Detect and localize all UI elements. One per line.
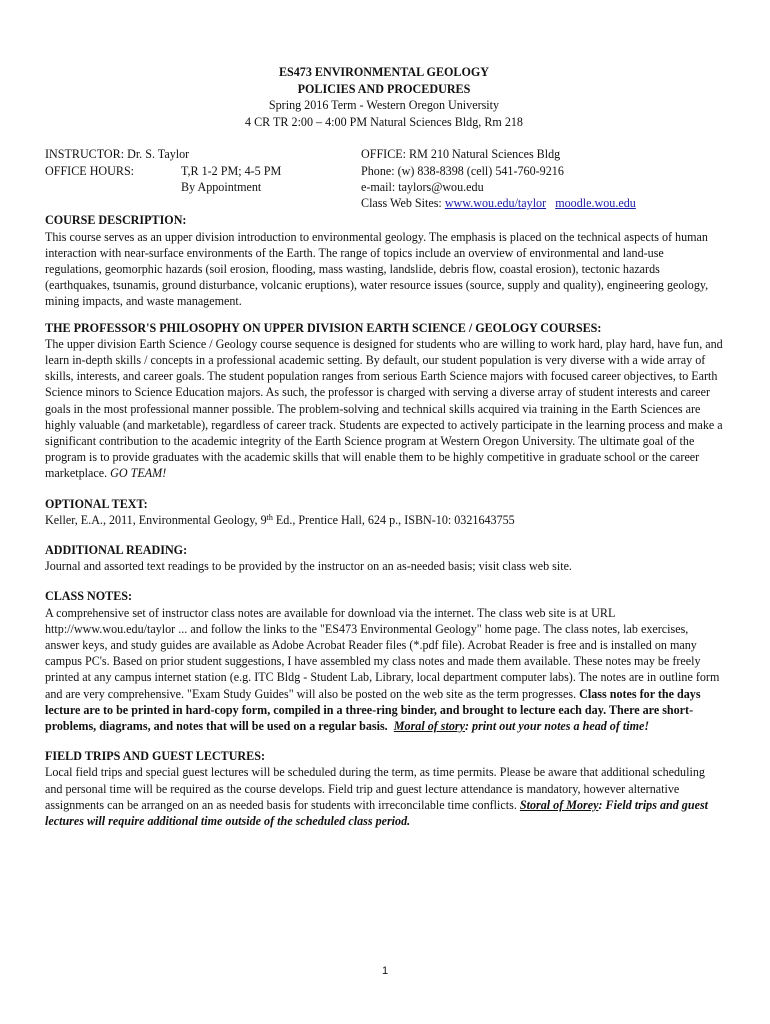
- web-sites-label: Class Web Sites:: [361, 195, 445, 210]
- taylor-site-link[interactable]: www.wou.edu/taylor: [444, 195, 547, 210]
- office-hours-times: T,R 1-2 PM; 4-5 PM: [181, 163, 282, 178]
- course-meta: [45, 97, 723, 130]
- edition-superscript: th: [266, 512, 273, 522]
- field-trips-paragraph: [45, 764, 723, 829]
- additional-reading-heading: ADDITIONAL READING:: [45, 543, 188, 558]
- field-trips-heading: FIELD TRIPS AND GUEST LECTURES:: [45, 749, 265, 764]
- class-notes-section: [45, 588, 723, 734]
- moral-text: : print out your notes a head of time!: [465, 719, 650, 734]
- philosophy-body: The upper division Earth Science / Geology course sequence is designed for students who are willing to work hard, play hard, have fun, and learn in-depth skills / concepts in a professional academic setting. By default, our student population is very diverse with a wide array of skills, interests, and career goals. The student population ranges from serious Earth Science majors with focused career objectives, to Earth Science minors to Science Education majors. As such, the professor is charged with serving a diverse array of student interests and career goals in the most professional manner possible. The problem-solving and technical skills acquired via training in the Earth Sciences are highly valuable (and marketable), regardless of career track. Students are expected to actively participate in the learning process and make a significant contribution to the academic integrity of the Earth Science program at Western Oregon University. The ultimate goal of the program is to provide graduates with the academic skills that will enable them to be highly competitive in graduate school or the career marketplace.: [45, 336, 723, 481]
- class-notes-paragraph: [45, 605, 723, 735]
- class-notes-heading: CLASS NOTES:: [45, 589, 133, 604]
- course-description-body: This course serves as an upper division introduction to environmental geology. The emphasis is placed on the technical aspects of human interaction with near-surface environments of the Earth. The range of topics include an overview of environmental and land-use regulations, geomorphic hazards (soil erosion, flooding, mass wasting, landslide, debris flow, coastal erosion), tectonic hazards (earthquakes, tsunamis, ground disturbance, volcanic eruptions), water resource issues (source, supply and quality), engineering geology, mining impacts, and waste management.: [45, 229, 709, 309]
- moral-label: Moral of story: [393, 719, 465, 734]
- office-hours-line: [45, 163, 281, 179]
- instructor-line: INSTRUCTOR: Dr. S. Taylor: [45, 147, 190, 162]
- page-number: 1: [381, 965, 389, 977]
- schedule-line: 4 CR TR 2:00 – 4:00 PM Natural Sciences Bldg, Rm 218: [245, 114, 523, 129]
- document-subtitle: POLICIES AND PROCEDURES: [297, 81, 471, 96]
- optional-text-citation: [45, 512, 723, 528]
- class-notes-body: A comprehensive set of instructor class notes are available for download via the internet. The class web site is at URL http://www.wou.edu/taylor ... and follow the links to the "ES473 Environmental Geology" home page. The class notes, lab exercises, answer keys, and study guides are available as Adobe Acrobat Reader files (*.pdf file). Acrobat Reader is free and is installed on many campus PC's. Based on prior student suggestions, I have assembled my class notes and made them available. These notes may be freely printed at any campus internet station (e.g. ITC Bldg - Student Lab, Library, local department computer labs). The notes are in outline form and are very comprehensive. "Exam Study Guides" will also be posted on the web site as the term progresses.: [45, 605, 720, 701]
- storal-label: Storal of Morey: [519, 797, 599, 812]
- philosophy-section: [45, 320, 723, 482]
- course-description-section: [45, 212, 723, 309]
- citation-rest: Ed., Prentice Hall, 624 p., ISBN-10: 0321643755: [272, 512, 515, 527]
- additional-reading-section: [45, 542, 723, 574]
- citation-main: Keller, E.A., 2011, Environmental Geology, 9: [45, 512, 267, 527]
- office-hours-label: OFFICE HOURS:: [45, 163, 135, 178]
- web-sites-line: [361, 195, 636, 211]
- field-trips-section: [45, 748, 723, 829]
- optional-text-heading: OPTIONAL TEXT:: [45, 496, 148, 511]
- field-trips-body: Local field trips and special guest lectures will be scheduled during the term, as time permits. Please be aware that additional scheduling and personal time will be required as the course develops. Field trip and guest lecture attendance is mandatory, however alternative assignments can be arranged on an as needed basis for students with irreconcilable time conflicts.: [45, 765, 705, 812]
- document-page: [45, 64, 723, 829]
- philosophy-closing: GO TEAM!: [110, 466, 167, 481]
- additional-reading-body: Journal and assorted text readings to be provided by the instructor on an as-needed basis; visit class web site.: [45, 559, 572, 574]
- office-hours-appointment-line: [45, 179, 281, 195]
- course-title: ES473 ENVIRONMENTAL GEOLOGY: [278, 65, 490, 79]
- storal-text: : Field trips and guest lectures will require additional time outside of the scheduled class period.: [45, 797, 709, 829]
- office-hours-appointment: By Appointment: [181, 179, 262, 194]
- term-line: Spring 2016 Term - Western Oregon University: [268, 98, 500, 113]
- philosophy-paragraph: [45, 336, 723, 482]
- phone-line: Phone: (w) 838-8398 (cell) 541-760-9216: [361, 163, 564, 178]
- contact-info: [45, 146, 723, 212]
- email-line: e-mail: taylors@wou.edu: [361, 179, 484, 194]
- class-notes-emphasis: Class notes for the days lecture are to be printed in hard-copy form, compiled in a three-ring binder, and brought to lecture each day. There are short-problems, diagrams, and notes that will be used on a regular basis.: [45, 686, 701, 734]
- office-line: OFFICE: RM 210 Natural Sciences Bldg: [361, 147, 561, 162]
- office-column: [361, 146, 636, 211]
- moodle-site-link[interactable]: moodle.wou.edu: [555, 195, 636, 210]
- course-description-heading: COURSE DESCRIPTION:: [45, 213, 187, 228]
- instructor-column: [45, 146, 281, 195]
- document-header: [45, 64, 723, 97]
- optional-text-section: [45, 496, 723, 528]
- philosophy-heading: THE PROFESSOR'S PHILOSOPHY ON UPPER DIVISION EARTH SCIENCE / GEOLOGY COURSES:: [45, 320, 602, 335]
